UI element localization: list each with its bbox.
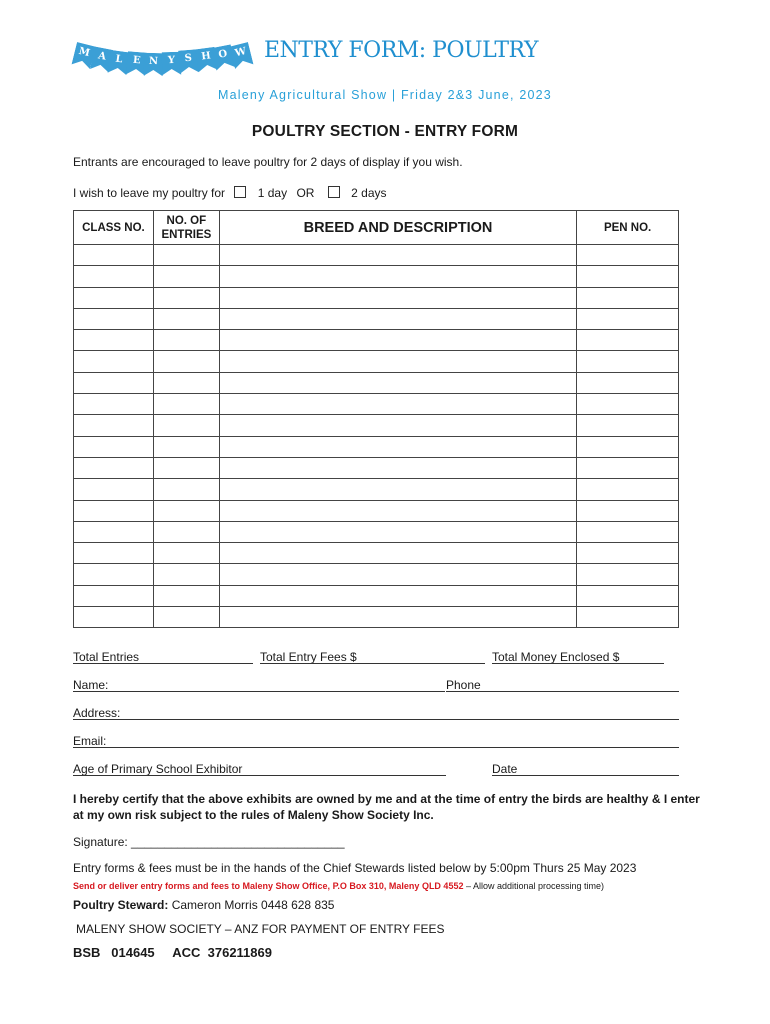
table-row	[74, 394, 679, 415]
breed-cell[interactable]	[219, 308, 576, 329]
pen-no-cell[interactable]	[577, 287, 679, 308]
pen-no-cell[interactable]	[577, 330, 679, 351]
table-row	[74, 308, 679, 329]
leave-poultry-row	[73, 186, 387, 200]
breed-cell[interactable]	[219, 266, 576, 287]
table-row	[74, 287, 679, 308]
poultry-steward	[73, 898, 334, 912]
pen-no-cell[interactable]	[577, 245, 679, 266]
phone-label: Phone	[446, 678, 481, 692]
class-no-cell[interactable]	[74, 585, 154, 606]
date-label: Date	[492, 762, 518, 776]
class-no-cell[interactable]	[74, 351, 154, 372]
entries-cell[interactable]	[153, 457, 219, 478]
class-no-cell[interactable]	[74, 457, 154, 478]
breed-cell[interactable]	[219, 585, 576, 606]
entries-cell[interactable]	[153, 585, 219, 606]
delivery-note: – Allow additional processing time)	[463, 881, 605, 891]
total-money-line[interactable]	[492, 663, 664, 664]
class-no-cell[interactable]	[74, 564, 154, 585]
entry-table	[73, 210, 679, 628]
pen-no-cell[interactable]	[577, 436, 679, 457]
banner-letter: M	[77, 45, 91, 60]
pen-no-cell[interactable]	[577, 394, 679, 415]
class-no-cell[interactable]	[74, 245, 154, 266]
intro-text: Entrants are encouraged to leave poultry for 2 days of display if you wish.	[73, 155, 463, 169]
two-day-checkbox[interactable]	[328, 186, 340, 198]
breed-cell[interactable]	[219, 521, 576, 542]
entries-cell[interactable]	[153, 245, 219, 266]
class-no-cell[interactable]	[74, 287, 154, 308]
address-label: Address:	[73, 706, 121, 720]
pen-no-cell[interactable]	[577, 266, 679, 287]
entries-cell[interactable]	[153, 394, 219, 415]
breed-cell[interactable]	[219, 287, 576, 308]
class-no-cell[interactable]	[74, 394, 154, 415]
date-field[interactable]	[492, 775, 679, 776]
entries-cell[interactable]	[153, 266, 219, 287]
banner-letter: N	[148, 55, 159, 67]
banner-letter: Y	[167, 54, 175, 66]
total-money-label: Total Money Enclosed $	[492, 650, 620, 664]
entries-cell[interactable]	[153, 330, 219, 351]
pen-no-cell[interactable]	[577, 585, 679, 606]
steward-value: Cameron Morris 0448 628 835	[171, 898, 335, 912]
total-fees-label: Total Entry Fees $	[260, 650, 357, 664]
table-row	[74, 521, 679, 542]
class-no-cell[interactable]	[74, 436, 154, 457]
breed-cell[interactable]	[219, 330, 576, 351]
certification-statement: I hereby certify that the above exhibits are owned by me and at the time of entry the birds are healthy & I enter at my own risk subject to the rules of Maleny Show Society Inc.	[73, 792, 700, 822]
society-payment-text: MALENY SHOW SOCIETY – ANZ FOR PAYMENT OF ENTRY FEES	[76, 922, 445, 936]
table-row	[74, 585, 679, 606]
phone-field[interactable]	[446, 691, 679, 692]
table-row	[74, 479, 679, 500]
pen-no-cell[interactable]	[577, 607, 679, 628]
name-label: Name:	[73, 678, 109, 692]
banner-letter: E	[131, 55, 141, 67]
entries-cell[interactable]	[153, 543, 219, 564]
table-row	[74, 266, 679, 287]
breed-cell[interactable]	[219, 394, 576, 415]
header-title: ENTRY FORM: POULTRY	[264, 38, 538, 63]
breed-cell[interactable]	[219, 607, 576, 628]
entries-cell[interactable]	[153, 351, 219, 372]
email-field[interactable]	[73, 747, 679, 748]
pen-no-cell[interactable]	[577, 415, 679, 436]
table-row	[74, 564, 679, 585]
table-row	[74, 607, 679, 628]
table-row	[74, 245, 679, 266]
age-label: Age of Primary School Exhibitor	[73, 762, 243, 776]
pen-no-cell[interactable]	[577, 372, 679, 393]
banner-letter: O	[217, 48, 229, 61]
or-label: OR	[296, 186, 315, 200]
banner-letter: H	[200, 50, 212, 63]
breed-cell[interactable]	[219, 415, 576, 436]
entries-cell[interactable]	[153, 372, 219, 393]
bank-details: BSB 014645 ACC 376211869	[73, 945, 272, 960]
steward-label: Poultry Steward:	[73, 898, 169, 912]
entries-cell[interactable]	[153, 479, 219, 500]
table-row	[74, 436, 679, 457]
maleny-show-logo	[74, 36, 254, 76]
table-row	[74, 500, 679, 521]
pen-no-cell[interactable]	[577, 479, 679, 500]
table-row	[74, 372, 679, 393]
table-header-row	[74, 211, 679, 245]
entries-cell[interactable]	[153, 607, 219, 628]
breed-cell[interactable]	[219, 245, 576, 266]
class-no-cell[interactable]	[74, 543, 154, 564]
total-entries-line[interactable]	[73, 663, 253, 664]
no-of-entries-header	[153, 211, 219, 245]
address-field[interactable]	[73, 719, 679, 720]
entries-cell[interactable]	[153, 500, 219, 521]
entries-cell[interactable]	[153, 287, 219, 308]
total-fees-line[interactable]	[260, 663, 485, 664]
table-row	[74, 457, 679, 478]
email-label: Email:	[73, 734, 107, 748]
age-field[interactable]	[73, 775, 446, 776]
table-row	[74, 415, 679, 436]
one-day-checkbox[interactable]	[234, 186, 246, 198]
entries-cell[interactable]	[153, 415, 219, 436]
class-no-cell[interactable]	[74, 500, 154, 521]
breed-cell[interactable]	[219, 500, 576, 521]
pen-no-cell[interactable]	[577, 500, 679, 521]
pen-no-cell[interactable]	[577, 564, 679, 585]
delivery-address: Send or deliver entry forms and fees to Maleny Show Office, P.O Box 310, Maleny QLD 4552	[73, 881, 464, 891]
breed-cell[interactable]	[219, 543, 576, 564]
pen-no-cell[interactable]	[577, 543, 679, 564]
class-no-cell[interactable]	[74, 521, 154, 542]
breed-cell[interactable]	[219, 457, 576, 478]
pen-no-cell[interactable]	[577, 521, 679, 542]
leave-prefix: I wish to leave my poultry for	[73, 186, 226, 200]
class-no-cell[interactable]	[74, 479, 154, 500]
show-subtitle: Maleny Agricultural Show | Friday 2&3 June, 2023	[218, 88, 552, 102]
breed-cell[interactable]	[219, 436, 576, 457]
section-title: POULTRY SECTION - ENTRY FORM	[251, 123, 519, 140]
deadline-text: Entry forms & fees must be in the hands of the Chief Stewards listed below by 5:00pm Thurs 25 May 2023	[73, 861, 637, 875]
table-row	[74, 543, 679, 564]
entries-header-line2: ENTRIES	[161, 228, 212, 241]
table-row	[74, 330, 679, 351]
entries-cell[interactable]	[153, 308, 219, 329]
breed-cell[interactable]	[219, 351, 576, 372]
pen-no-cell[interactable]	[577, 457, 679, 478]
table-row	[74, 351, 679, 372]
breed-description-header: BREED AND DESCRIPTION	[219, 211, 576, 245]
signature-field[interactable]: Signature: ________________________________	[73, 835, 345, 849]
entries-header-line1: NO. OF	[166, 214, 207, 227]
banner-letter: L	[114, 53, 124, 66]
banner-letter: W	[233, 45, 248, 60]
breed-cell[interactable]	[219, 372, 576, 393]
name-field[interactable]	[73, 691, 445, 692]
delivery-instructions	[73, 876, 604, 894]
class-no-cell[interactable]	[74, 308, 154, 329]
class-no-header: CLASS NO.	[74, 211, 154, 245]
entries-cell[interactable]	[153, 436, 219, 457]
pen-no-cell[interactable]	[577, 308, 679, 329]
breed-cell[interactable]	[219, 564, 576, 585]
class-no-cell[interactable]	[74, 415, 154, 436]
class-no-cell[interactable]	[74, 607, 154, 628]
banner-letter: A	[96, 50, 107, 63]
class-no-cell[interactable]	[74, 372, 154, 393]
banner-flag	[144, 52, 164, 76]
two-day-label: 2 days	[351, 186, 387, 200]
breed-cell[interactable]	[219, 479, 576, 500]
entries-cell[interactable]	[153, 564, 219, 585]
banner-letter: S	[184, 52, 193, 65]
pen-no-cell[interactable]	[577, 351, 679, 372]
class-no-cell[interactable]	[74, 266, 154, 287]
total-entries-label: Total Entries	[73, 650, 140, 664]
class-no-cell[interactable]	[74, 330, 154, 351]
entries-cell[interactable]	[153, 521, 219, 542]
pen-no-header: PEN NO.	[577, 211, 679, 245]
one-day-label: 1 day	[257, 186, 288, 200]
